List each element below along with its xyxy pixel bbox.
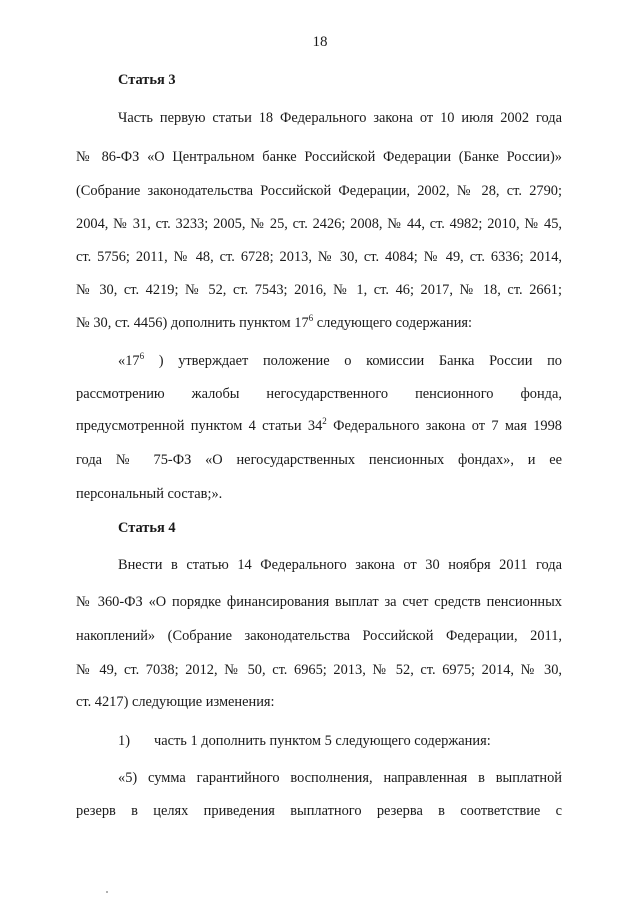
quoted-clause-line: года № 75-ФЗ «О негосударственных пенсионных фондах», и ее — [76, 452, 562, 468]
article-3-text-line: (Собрание законодательства Российской Федерации, 2002, № 28, ст. 2790; — [76, 183, 562, 199]
quoted-clause-line: персональный состав;». — [76, 486, 223, 502]
article-3-text-line: № 30, ст. 4456) дополнить пунктом $17^6$ следующего содержания: — [76, 313, 473, 331]
article-4-text-line: № 360-ФЗ «О порядке финансирования выплат за счет средств пенсионных — [76, 594, 562, 610]
page-number: 18 — [312, 34, 328, 50]
list-item-number: 1) — [118, 733, 130, 749]
article-3-text-line: № 30, ст. 4219; № 52, ст. 7543; 2016, № 1, ст. 46; 2017, № 18, ст. 2661; — [76, 282, 562, 298]
article-4-text-line: накоплений» (Собрание законодательства Российской Федерации, 2011, — [76, 628, 562, 644]
article-4-text-line: Внести в статью 14 Федерального закона от 30 ноября 2011 года — [118, 557, 562, 573]
quoted-clause-line: «$17^6$ ) утверждает положение о комиссии Банка России по — [118, 351, 562, 369]
article-4-heading: Статья 4 — [118, 520, 176, 536]
quoted-clause-line: рассмотрению жалобы негосударственного пенсионного фонда, — [76, 386, 562, 402]
quoted-clause-line: «5) сумма гарантийного восполнения, направленная в выплатной — [118, 770, 562, 786]
article-4-text-line: № 49, ст. 7038; 2012, № 50, ст. 6965; 2013, № 52, ст. 6975; 2014, № 30, — [76, 662, 562, 678]
article-3-text-line: № 86-ФЗ «О Центральном банке Российской Федерации (Банке России)» — [76, 149, 562, 165]
scan-speck — [106, 891, 108, 893]
quoted-clause-line: предусмотренной пунктом 4 статьи $34^2$ Федерального закона от 7 мая 1998 — [76, 416, 562, 434]
article-3-text-line: Часть первую статьи 18 Федерального закона от 10 июля 2002 года — [118, 110, 562, 126]
list-item-text: часть 1 дополнить пунктом 5 следующего содержания: — [154, 733, 491, 749]
quoted-clause-line: резерв в целях приведения выплатного резерва в соответствие с — [76, 803, 562, 819]
article-3-heading: Статья 3 — [118, 72, 176, 88]
article-3-text-line: 2004, № 31, ст. 3233; 2005, № 25, ст. 2426; 2008, № 44, ст. 4982; 2010, № 45, — [76, 216, 562, 232]
article-4-text-line: ст. 4217) следующие изменения: — [76, 694, 275, 710]
article-3-text-line: ст. 5756; 2011, № 48, ст. 6728; 2013, № 30, ст. 4084; № 49, ст. 6336; 2014, — [76, 249, 562, 265]
